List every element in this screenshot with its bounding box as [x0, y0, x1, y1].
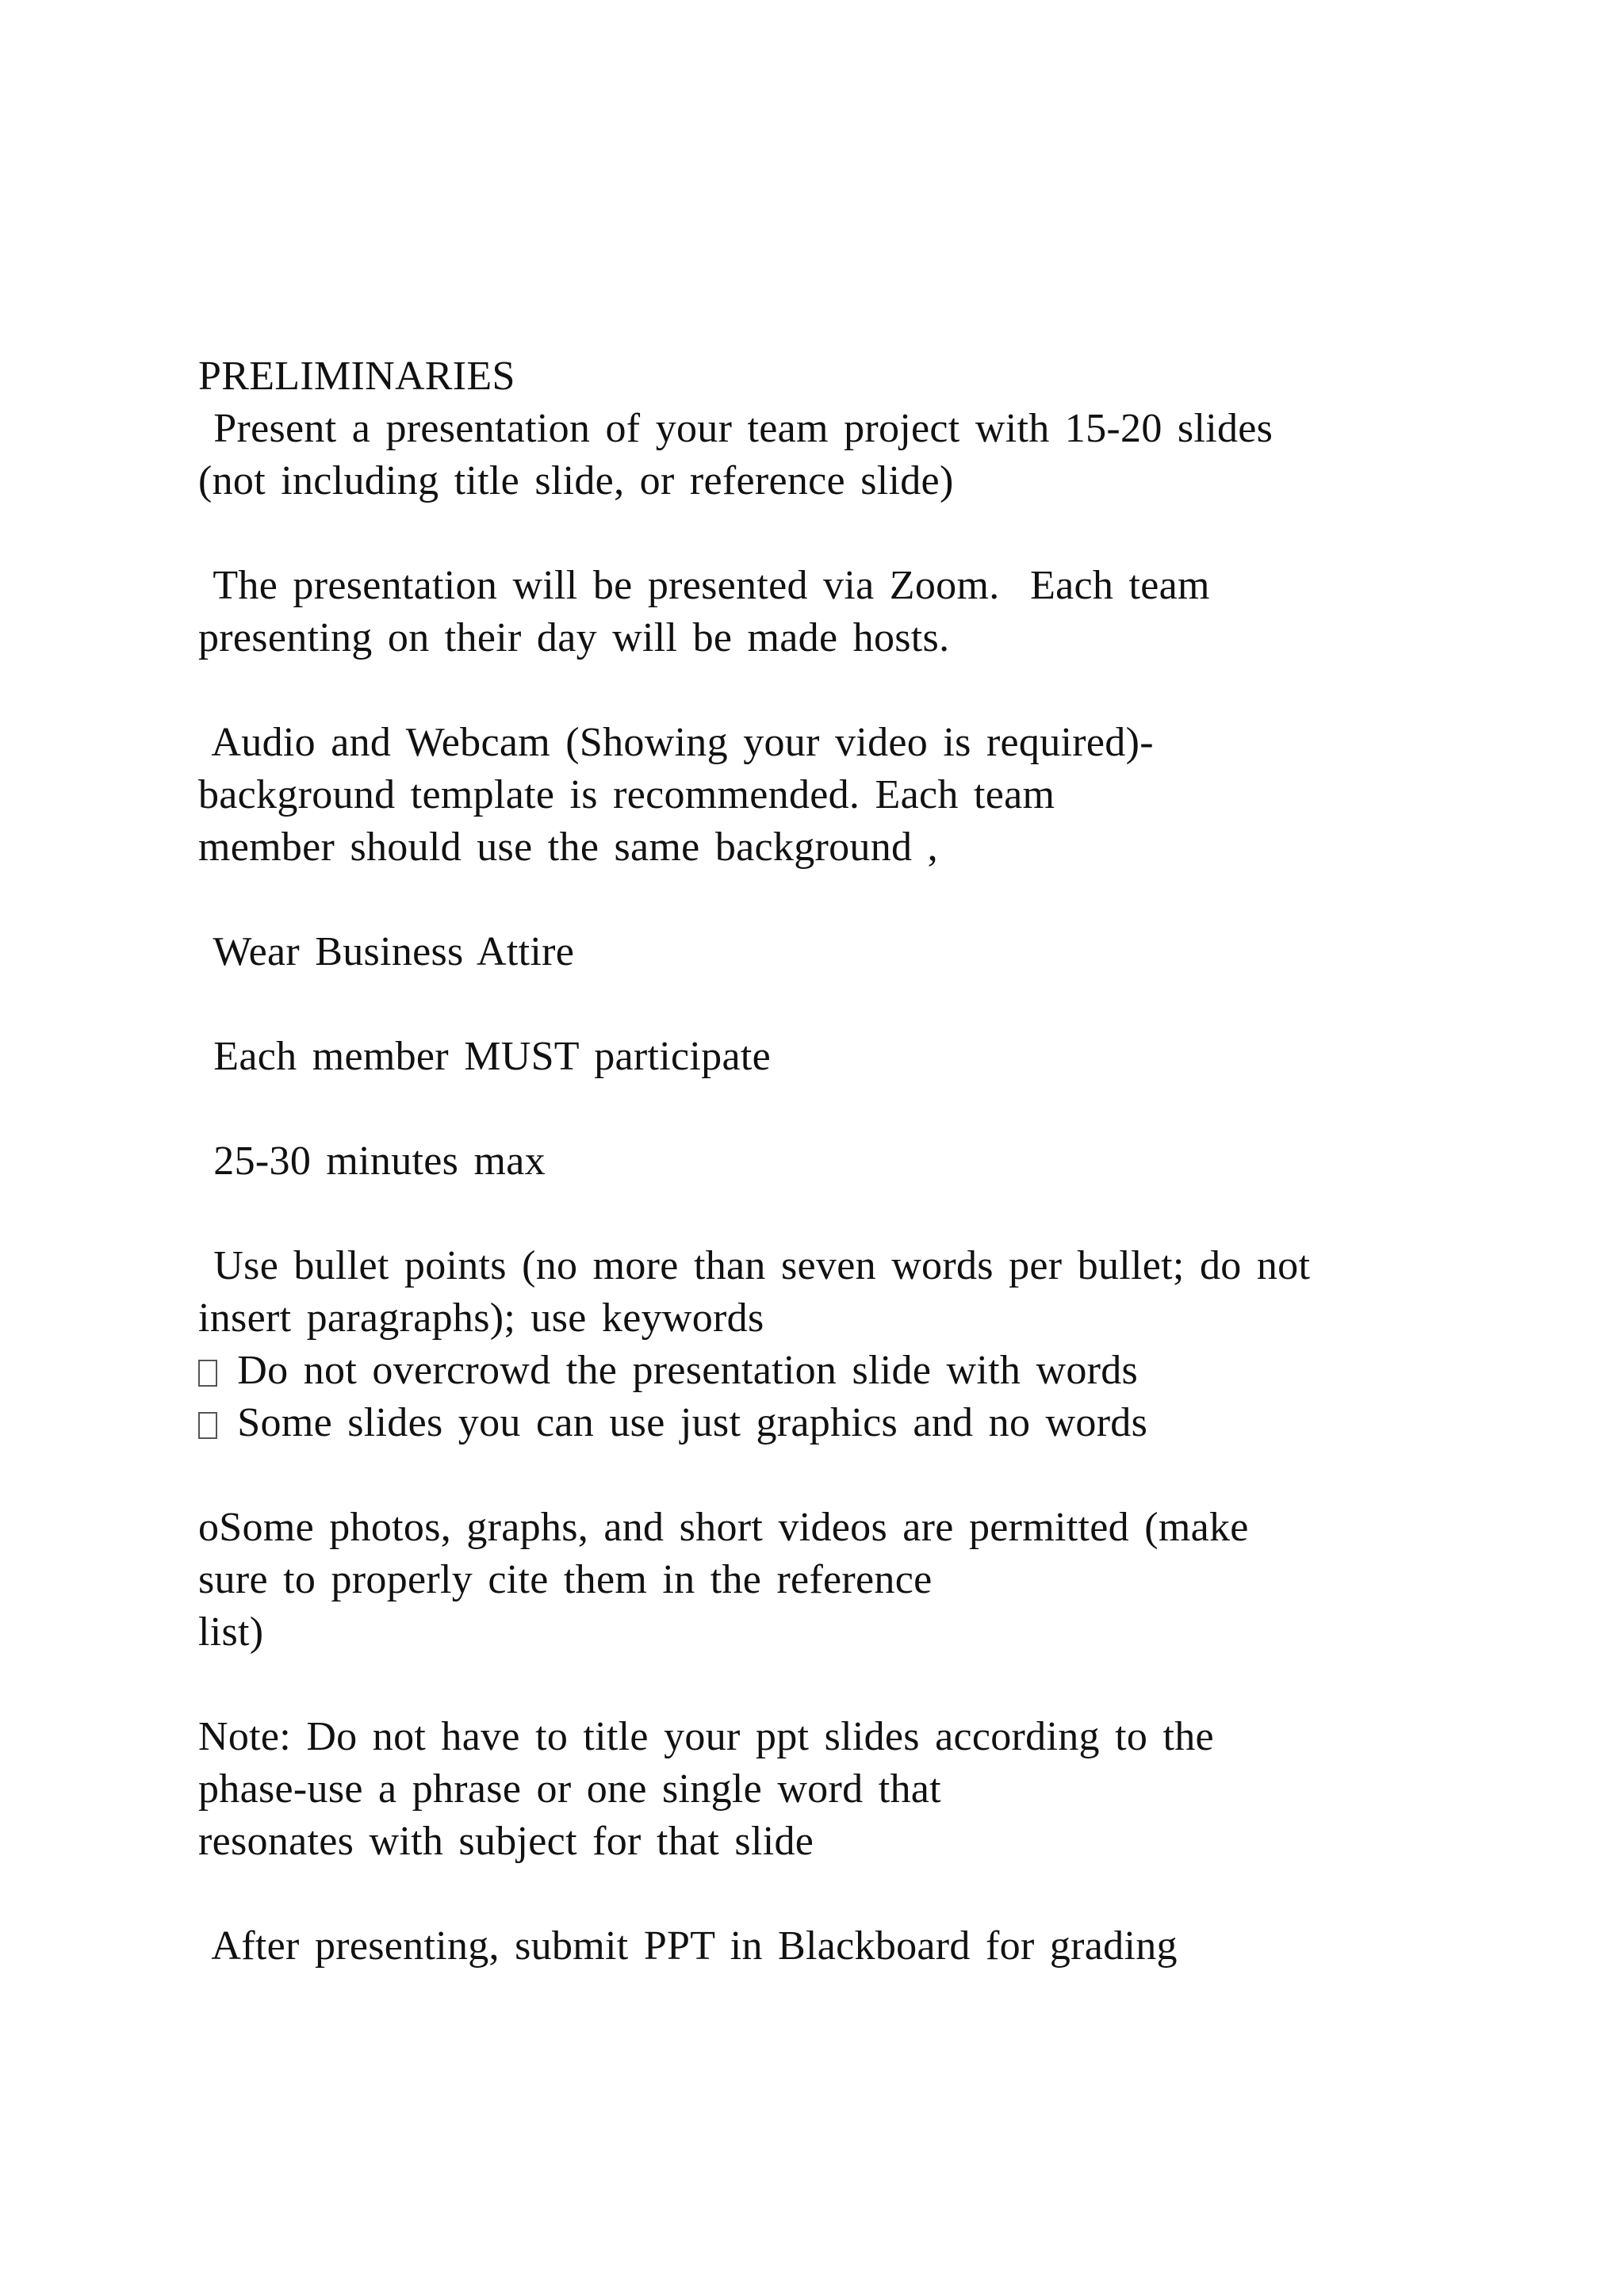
paragraph-line: phase-use a phrase or one single word that [198, 1766, 941, 1812]
paragraph-line: insert paragraphs); use keywords [198, 1295, 764, 1341]
paragraph-gap [198, 664, 1499, 717]
paragraph-line: The presentation will be presented via Zoom. Each team [198, 563, 1210, 608]
paragraph-line: Wear Business Attire [198, 929, 575, 974]
missing-glyph-bullet-icon [198, 1412, 217, 1439]
paragraph-line: Use bullet points (no more than seven words per bullet; do not [198, 1243, 1311, 1288]
paragraph-line: Present a presentation of your team project with 15-20 slides [198, 406, 1274, 451]
paragraph-line: Each member MUST participate [198, 1034, 771, 1079]
paragraph-gap [198, 1188, 1499, 1240]
bullet-item [198, 1345, 1499, 1397]
paragraph-line: member should use the same background , [198, 825, 938, 870]
paragraph-gap [198, 1868, 1499, 1920]
paragraph-gap [198, 978, 1499, 1031]
paragraph-line: background template is recommended. Each team [198, 772, 1055, 817]
document-body [198, 350, 1499, 1973]
paragraph-line: 25-30 minutes max [198, 1138, 546, 1184]
bullet-item [198, 1397, 1499, 1449]
paragraph-gap [198, 1083, 1499, 1135]
paragraph-gap [198, 507, 1499, 560]
bullet-text: Some slides you can use just graphics and no words [222, 1400, 1148, 1445]
paragraph-gap [198, 874, 1499, 926]
paragraph-line: oSome photos, graphs, and short videos are permitted (make [198, 1505, 1249, 1550]
paragraph-line: list) [198, 1609, 264, 1655]
paragraph-gap [198, 1659, 1499, 1711]
paragraph-line: Audio and Webcam (Showing your video is required)- [198, 720, 1154, 765]
paragraph-line: presenting on their day will be made hosts. [198, 615, 950, 660]
paragraph-line: resonates with subject for that slide [198, 1819, 814, 1864]
bullet-text: Do not overcrowd the presentation slide with words [222, 1348, 1139, 1393]
document-heading: PRELIMINARIES [198, 354, 515, 399]
paragraph-gap [198, 1449, 1499, 1502]
paragraph-line: sure to properly cite them in the reference [198, 1557, 933, 1602]
missing-glyph-bullet-icon [198, 1360, 217, 1387]
paragraph-line: After presenting, submit PPT in Blackboard for grading [198, 1923, 1178, 1969]
paragraph-line: Note: Do not have to title your ppt slides according to the [198, 1714, 1214, 1759]
paragraph-line: (not including title slide, or reference slide) [198, 458, 954, 503]
